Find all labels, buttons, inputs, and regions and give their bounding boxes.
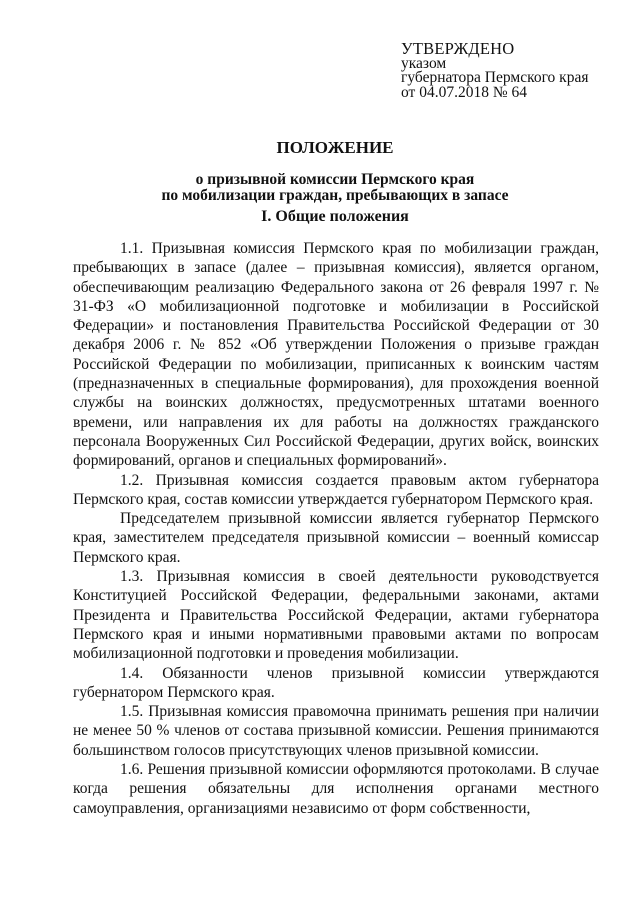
approval-authority: губернатора Пермского края: [401, 69, 589, 86]
paragraph: 1.4. Обязанности членов призывной комиссии утверждаются губернатором Пермского края.: [73, 664, 599, 701]
document-title-block: [72, 138, 598, 204]
section-heading: I. Общие положения: [261, 208, 409, 225]
paragraph: 1.2. Призывная комиссия создается правовым актом губернатора Пермского края, состав комиссии утверждается губернатором Пермского края.: [73, 471, 599, 508]
paragraph: 1.3. Призывная комиссия в своей деятельности руководствуется Конституцией Российской Федерации, федеральными законами, актами Президента и Правительства Российской Федерации, актами губернатора Пермского края и иными нормативными правовыми актами по вопросам мобилизационной подготовки и проведения мобилизации.: [73, 568, 599, 663]
document-subtitle: [72, 172, 598, 204]
approval-heading: УТВЕРЖДЕНО: [401, 39, 515, 58]
approval-by: указом: [401, 54, 447, 72]
document-title: ПОЛОЖЕНИЕ: [276, 138, 394, 157]
paragraph: 1.6. Решения призывной комиссии оформляются протоколами. В случае когда решения обязательны для исполнения органами местного самоуправления, организациями независимо от форм собственности,: [73, 761, 599, 817]
document-subtitle-line: по мобилизации граждан, пребывающих в запасе: [161, 187, 509, 204]
section-body: [73, 239, 599, 818]
paragraph: 1.1. Призывная комиссия Пермского края по мобилизации граждан, пребывающих в запасе (далее – призывная комиссия), является органом, обеспечивающим реализацию Федерального закона от 26 февраля 1997 г. № 31-ФЗ «О мобилизационной подготовке и мобилизации в Российской Федерации» и постановления Правительства Российской Федерации от 30 декабря 2006 г. № 852 «Об утверждении Положения о призыве граждан Российской Федерации по мобилизации, приписанных к воинским частям (предназначенных в специальные формирования), для прохождения военной службы на воинских должностях, предусмотренных штатами военного времени, или направления их для работы на должностях гражданского персонала Вооруженных Сил Российской Федерации, других войск, воинских формирований, органов и специальных формирований».: [73, 240, 599, 470]
paragraph: 1.5. Призывная комиссия правомочна принимать решения при наличии не менее 50 % членов от состава призывной комиссии. Решения принимаются большинством голосов присутствующих членов призывной комиссии.: [73, 703, 599, 759]
document-subtitle-line: о призывной комиссии Пермского края: [195, 171, 475, 188]
approval-stamp: [401, 39, 631, 101]
approval-date-number: от 04.07.2018 № 64: [401, 83, 527, 101]
paragraph: Председателем призывной комиссии является губернатор Пермского края, заместителем председателя призывной комиссии – военный комиссар Пермского края.: [73, 510, 599, 566]
